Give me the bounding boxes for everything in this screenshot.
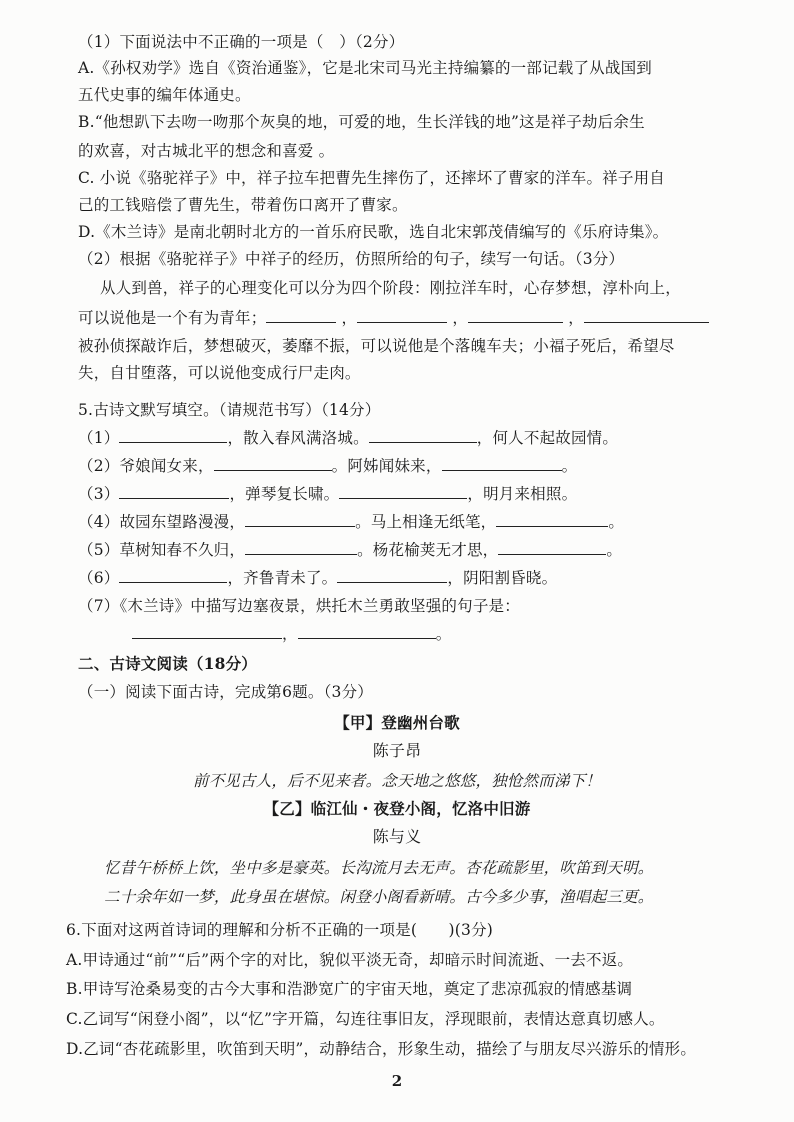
q5-item-5-text-c: 。 xyxy=(606,541,623,559)
q5-item-4 xyxy=(78,511,624,533)
q4-option-b-line1: B.“他想趴下去吻一吻那个灰臭的地，可爱的地，生长洋钱的地”这是祥子劫后余生 xyxy=(78,113,645,131)
q6-stem: 6.下面对这两首诗词的理解和分析不正确的一项是( )(3分) xyxy=(66,921,494,939)
q5-item-5 xyxy=(78,539,622,561)
q4-sub1: （1）下面说法中不正确的一项是（ ）（2分） xyxy=(78,33,405,51)
answer-blank[interactable] xyxy=(119,568,227,583)
q4-passage-line2: 可以说他是一个有为青年； ， ， ， xyxy=(78,307,709,329)
q4-option-a-line2: 五代史事的编年体通史。 xyxy=(78,86,251,104)
answer-blank[interactable] xyxy=(584,308,709,323)
answer-blank[interactable] xyxy=(119,484,229,499)
q5-item-6 xyxy=(78,567,557,589)
q5-item-4-text-a: （4）故园东望路漫漫， xyxy=(78,513,246,531)
poem-1-title: 【甲】登幽州台歌 xyxy=(334,713,460,732)
q5-item-1-text-c: ，何人不起故园情。 xyxy=(476,429,619,447)
answer-blank[interactable] xyxy=(132,624,282,639)
q4-passage-line4: 失，自甘堕落，可以说他变成行尸走肉。 xyxy=(78,364,361,382)
q5-item-1 xyxy=(78,427,618,449)
q4-option-c-line1: C. 小说《骆驼祥子》中，祥子拉车把曹先生摔伤了，还摔坏了曹家的洋车。祥子用自 xyxy=(78,169,665,187)
q5-item-1-text-b: ，散入春风满洛城。 xyxy=(227,429,369,447)
poem-2-line1: 忆昔午桥桥上饮，坐中多是豪英。长沟流月去无声。杏花疏影里，吹笛到天明。 xyxy=(104,859,654,877)
q5-item-4-text-c: 。 xyxy=(608,513,625,531)
q6-option-c: C.乙词写“闲登小阁”，以“忆”字开篇，勾连往事旧友，浮现眼前，表情达意真切感人。 xyxy=(66,1010,665,1028)
q5-item-7-period: 。 xyxy=(435,625,452,643)
q4-option-b-line2: 的欢喜，对古城北平的想念和喜爱 。 xyxy=(78,142,335,160)
q5-item-7-comma: ， xyxy=(282,625,298,643)
q5-item-3-text-c: ，明月来相照。 xyxy=(467,485,578,503)
answer-blank[interactable] xyxy=(214,456,332,471)
poem-2-title: 【乙】临江仙・夜登小阁，忆洛中旧游 xyxy=(263,799,531,818)
answer-blank[interactable] xyxy=(496,512,608,527)
answer-blank[interactable] xyxy=(266,308,336,323)
poem-2-author: 陈与义 xyxy=(372,827,422,846)
answer-blank[interactable] xyxy=(298,624,436,639)
q5-item-3-num: （3） xyxy=(78,485,120,503)
section-2-title: 二、古诗文阅读（18分） xyxy=(78,654,257,673)
q5-item-1-num: （1） xyxy=(78,429,120,447)
q4-option-c-line2: 己的工钱赔偿了曹先生，带着伤口离开了曹家。 xyxy=(78,196,408,214)
q5-item-6-text-b: ，齐鲁青未了。 xyxy=(227,569,338,587)
q5-item-2-text-c: 。 xyxy=(561,457,578,475)
answer-blank[interactable] xyxy=(119,428,227,443)
answer-blank[interactable] xyxy=(468,308,563,323)
q4-passage-line1: 从人到兽，祥子的心理变化可以分为四个阶段：刚拉洋车时，心存梦想，淳朴向上， xyxy=(100,279,681,297)
q5-item-6-num: （6） xyxy=(78,569,120,587)
answer-blank[interactable] xyxy=(337,568,447,583)
q5-item-7: （7）《木兰诗》中描写边塞夜景，烘托木兰勇敢坚强的句子是： xyxy=(78,597,520,615)
q5-item-6-text-c: ，阴阳割昏晓。 xyxy=(447,569,558,587)
answer-blank[interactable] xyxy=(442,456,562,471)
answer-blank[interactable] xyxy=(339,484,467,499)
answer-blank[interactable] xyxy=(245,512,355,527)
poem-1-text: 前不见古人，后不见来者。念天地之悠悠，独怆然而涕下！ xyxy=(192,772,602,790)
q5-item-3-text-b: ，弹琴复长啸。 xyxy=(229,485,340,503)
q4-passage-line2-text: 可以说他是一个有为青年； xyxy=(78,309,267,327)
section-2-subtitle: （一）阅读下面古诗，完成第6题。（3分） xyxy=(78,683,373,701)
answer-blank[interactable] xyxy=(357,308,447,323)
q5-item-5-text-b: 。杨花榆荚无才思， xyxy=(357,541,499,559)
q4-option-a-line1: A.《孙权劝学》选自《资治通鉴》，它是北宋司马光主持编纂的一部记载了从战国到 xyxy=(78,59,652,77)
page-number: 2 xyxy=(391,1072,403,1090)
q5-item-2-text-b: 。阿姊闻妹来， xyxy=(331,457,442,475)
q4-sub2: （2）根据《骆驼祥子》中祥子的经历，仿照所给的句子，续写一句话。（3分） xyxy=(78,250,625,268)
q4-option-d-line1: D.《木兰诗》是南北朝时北方的一首乐府民歌，选自北宋郭茂倩编写的《乐府诗集》。 xyxy=(78,223,669,241)
answer-blank[interactable] xyxy=(245,540,357,555)
answer-blank[interactable] xyxy=(498,540,606,555)
poem-1-author: 陈子昂 xyxy=(372,741,422,760)
q4-passage-line3: 被孙侦探敲诈后，梦想破灭，萎靡不振，可以说他是个落魄车夫；小福子死后，希望尽 xyxy=(78,337,675,355)
q5-item-4-text-b: 。马上相逢无纸笔， xyxy=(355,513,497,531)
q6-option-b: B.甲诗写沧桑易变的古今大事和浩渺宽广的宇宙天地，奠定了悲凉孤寂的情感基调 xyxy=(66,980,633,998)
q5-item-2 xyxy=(78,455,577,477)
q5-item-5-text-a: （5）草树知春不久归， xyxy=(78,541,246,559)
q6-option-d: D.乙词“杏花疏影里，吹笛到天明”，动静结合，形象生动，描绘了与朋友尽兴游乐的情形。 xyxy=(66,1040,697,1058)
answer-blank[interactable] xyxy=(369,428,477,443)
q5-item-3 xyxy=(78,483,577,505)
q5-title: 5.古诗文默写填空。（请规范书写）（14分） xyxy=(78,401,381,419)
poem-2-line2: 二十余年如一梦，此身虽在堪惊。闲登小阁看新晴。古今多少事，渔唱起三更。 xyxy=(104,888,654,906)
q6-option-a: A.甲诗通过“前”“后”两个字的对比，貌似平淡无奇，却暗示时间流逝、一去不返。 xyxy=(66,951,634,969)
q5-item-2-text-a: （2）爷娘闻女来， xyxy=(78,457,214,475)
q5-item-7-answer xyxy=(132,623,451,645)
